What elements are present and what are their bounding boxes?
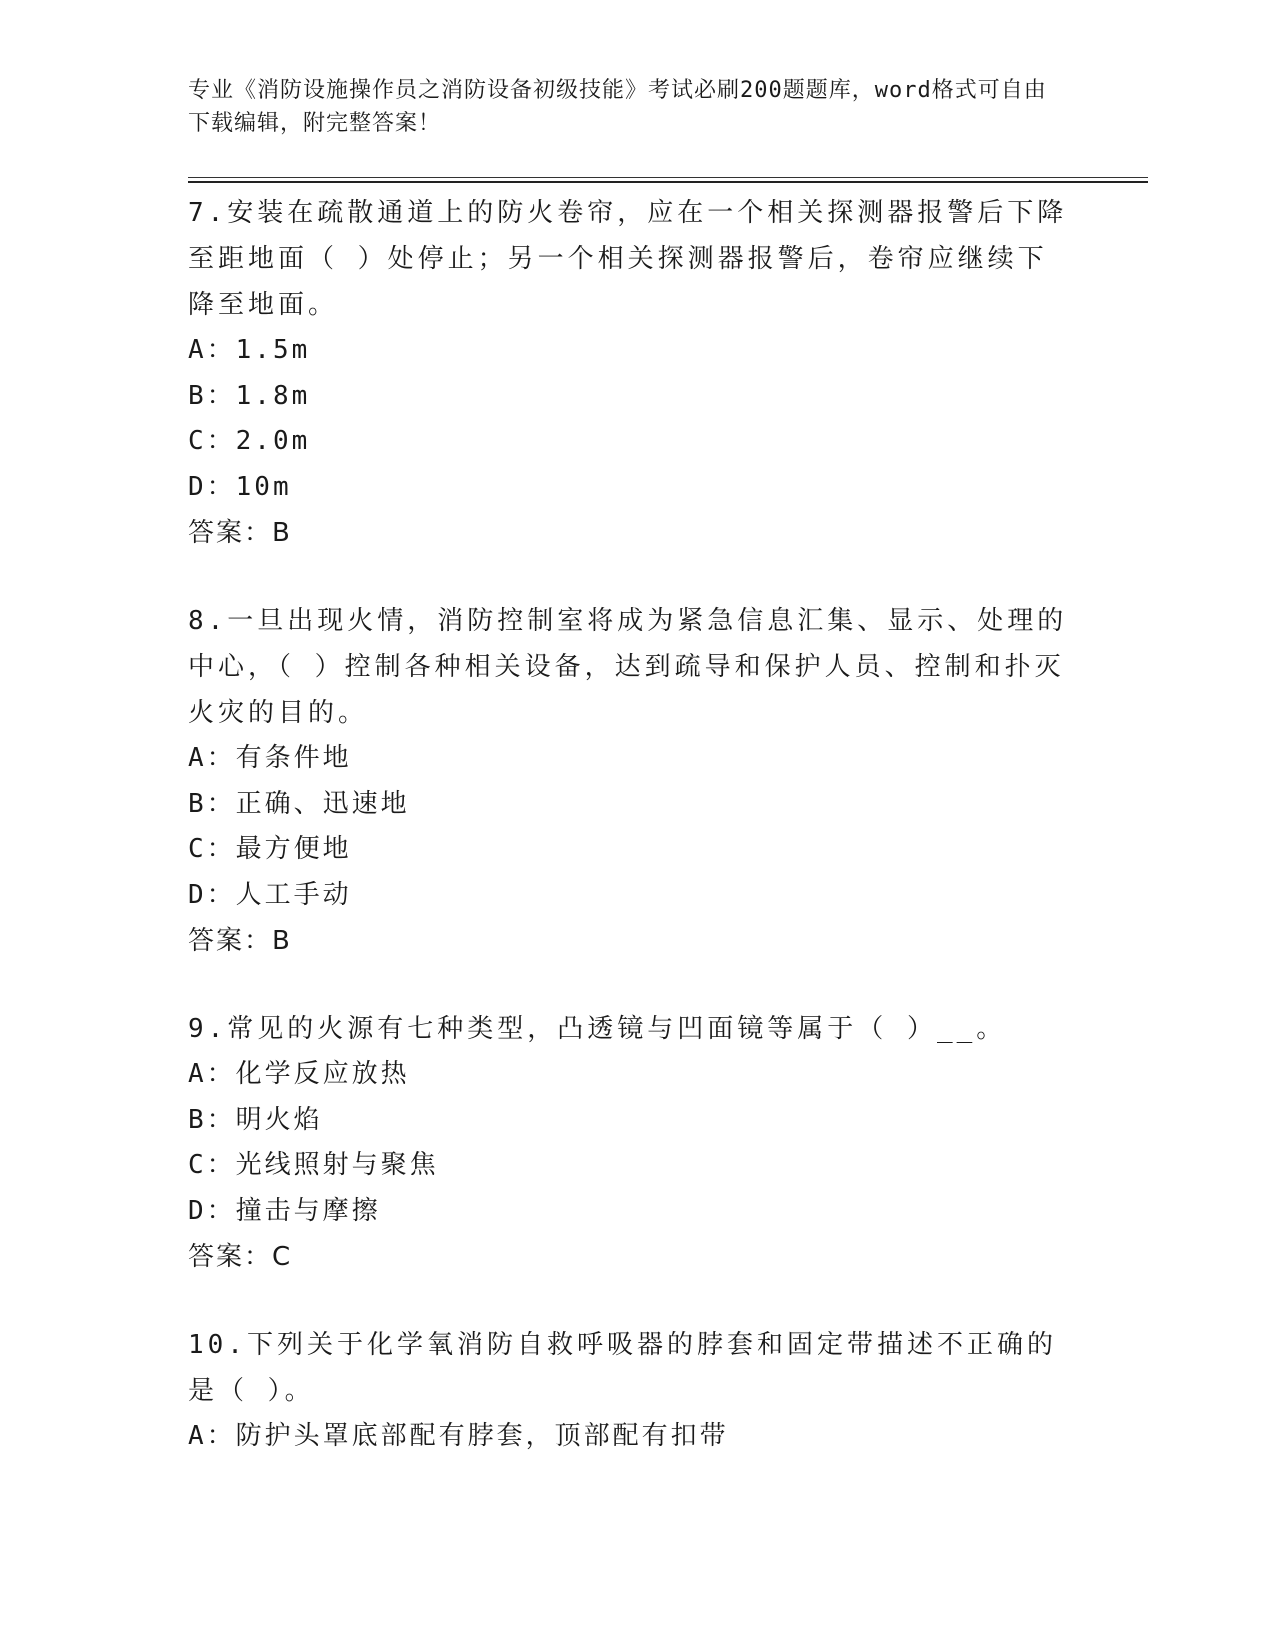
- option-c: C：2.0m: [188, 426, 311, 456]
- document-header: 专业《消防设施操作员之消防设备初级技能》考试必刷200题题库，word格式可自由下载编辑，附完整答案！: [188, 78, 1047, 136]
- option-b: B：明火焰: [188, 1104, 323, 1135]
- option-b: B：正确、迅速地: [188, 788, 410, 819]
- option-d: D：10m: [188, 471, 292, 502]
- option-a: A：化学反应放热: [188, 1059, 410, 1089]
- header-divider-thin: [188, 177, 1148, 178]
- option-d: D：人工手动: [188, 879, 352, 910]
- answer-line: 答案：B: [188, 926, 292, 956]
- question-stem: 8.一旦出现火情，消防控制室将成为紧急信息汇集、显示、处理的中心，（ ）控制各种相关设备，达到疏导和保护人员、控制和扑灭火灾的目的。: [188, 606, 1068, 728]
- question-9: [188, 1006, 1068, 1280]
- question-stem: 9.常见的火源有七种类型，凸透镜与凹面镜等属于（ ）__。: [188, 1014, 1007, 1044]
- option-a: A：1.5m: [188, 335, 311, 365]
- question-7: [188, 190, 1068, 556]
- question-10: [188, 1322, 1068, 1460]
- option-a: A：有条件地: [188, 743, 352, 773]
- option-d: D：撞击与摩擦: [188, 1195, 381, 1226]
- question-8: [188, 598, 1068, 964]
- question-stem: 7.安装在疏散通道上的防火卷帘，应在一个相关探测器报警后下降至距地面（ ）处停止；另一个相关探测器报警后，卷帘应继续下降至地面。: [188, 198, 1068, 320]
- option-c: C：光线照射与聚焦: [188, 1150, 439, 1180]
- answer-line: 答案：C: [188, 1242, 293, 1272]
- question-stem: 10.下列关于化学氧消防自救呼吸器的脖套和固定带描述不正确的是（ ）。: [188, 1330, 1057, 1406]
- option-a: A：防护头罩底部配有脖套，顶部配有扣带: [188, 1421, 729, 1451]
- option-c: C：最方便地: [188, 834, 352, 864]
- option-b: B：1.8m: [188, 380, 311, 411]
- question-list: [188, 190, 1068, 1502]
- answer-line: 答案：B: [188, 518, 292, 548]
- header-divider-thick: [188, 181, 1148, 183]
